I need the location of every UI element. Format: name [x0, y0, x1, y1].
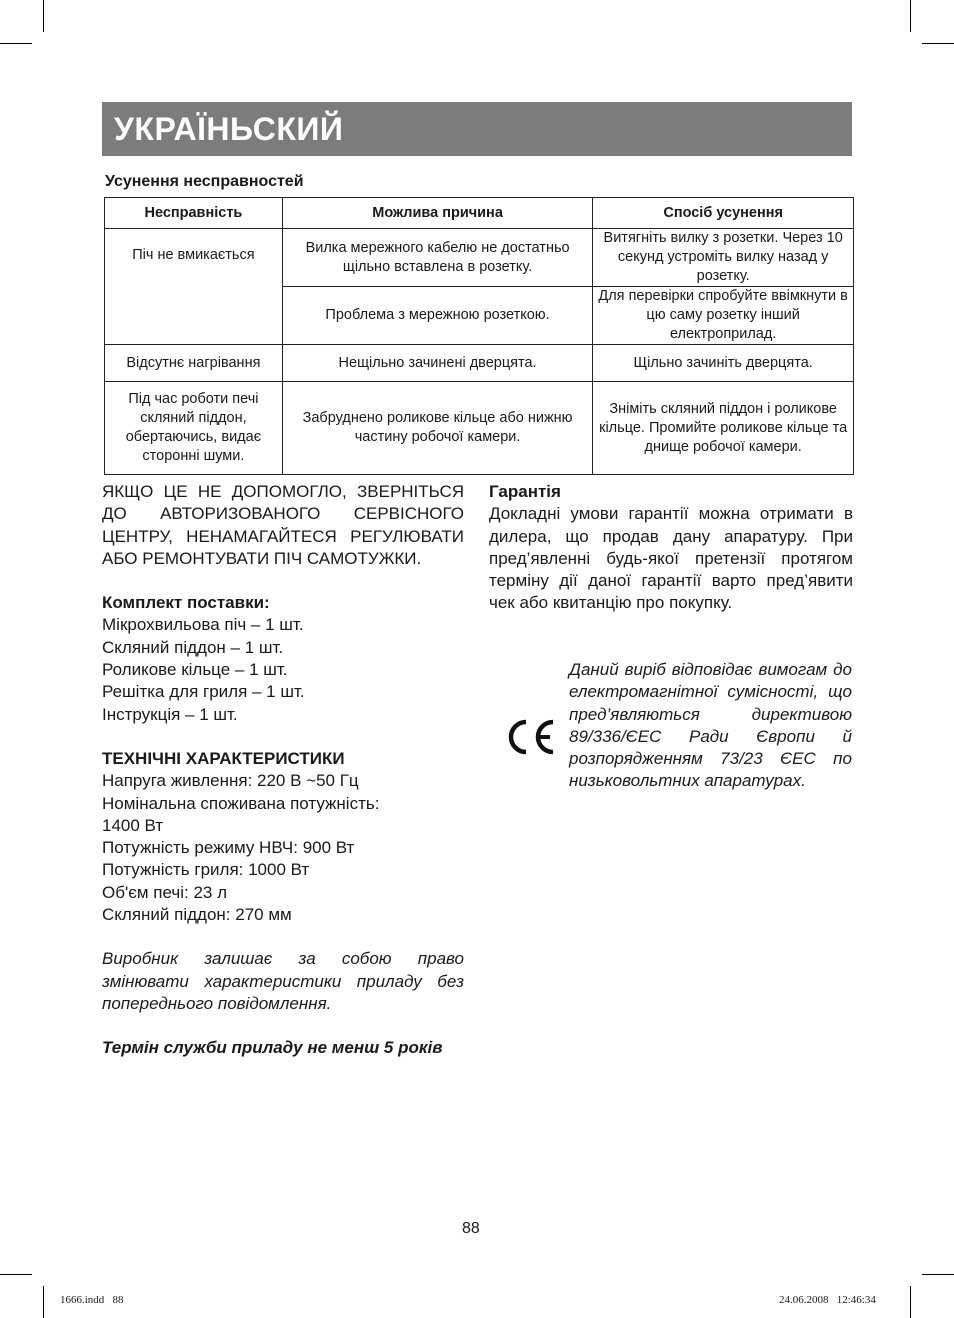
fault-cell: Під час роботи печі скляний піддон, обертаючись, видає сторонні шуми.	[105, 382, 283, 475]
solution-cell: Для перевірки спробуйте ввімкнути в цю саму розетку інший електроприлад.	[593, 287, 854, 345]
column-header: Спосіб усунення	[593, 198, 854, 229]
solution-cell: Витягніть вилку з розетки. Через 10 секунд устроміть вилку назад у розетку.	[593, 229, 854, 287]
troubleshooting-title: Усунення несправностей	[105, 173, 304, 190]
cause-cell: Забруднено роликове кільце або нижню частину робочої камери.	[282, 382, 592, 475]
table-row	[105, 229, 854, 287]
column-header: Несправність	[105, 198, 283, 229]
specs-title: ТЕХНІЧНІ ХАРАКТЕРИСТИКИ	[102, 748, 345, 768]
spec-line: 1400 Вт	[102, 815, 164, 835]
spec-line: Скляний піддон: 270 мм	[102, 905, 292, 925]
cause-cell: Проблема з мережною розеткою.	[282, 287, 592, 345]
troubleshooting-table	[104, 197, 854, 475]
right-column	[489, 481, 853, 615]
crop-mark	[910, 1286, 911, 1318]
crop-mark	[0, 43, 32, 44]
spec-line: Потужність гриля: 1000 Вт	[102, 860, 310, 880]
spec-line: Номінальна споживана потужність:	[102, 793, 380, 813]
list-item: Мікрохвильова піч – 1 шт.	[102, 615, 304, 635]
fault-cell: Піч не вмикається	[105, 229, 283, 345]
solution-cell: Щільно зачиніть дверцята.	[593, 345, 854, 382]
manufacturer-note: Виробник залишає за собою право змінювати характеристики приладу без попереднього повідомлення.	[102, 949, 464, 1013]
crop-mark	[43, 1286, 44, 1318]
page-title: УКРАЇНЬСКИЙ	[114, 111, 344, 147]
package-title: Комплект поставки:	[102, 593, 270, 613]
table-header-row	[105, 198, 854, 229]
warranty-title: Гарантія	[489, 482, 561, 501]
cause-cell: Нещільно зачинені дверцята.	[282, 345, 592, 382]
table-row	[105, 382, 854, 475]
list-item: Решітка для гриля – 1 шт.	[102, 682, 305, 702]
page-number: 88	[462, 1220, 480, 1237]
list-item: Скляний піддон – 1 шт.	[102, 637, 284, 657]
crop-mark	[922, 1274, 954, 1275]
fault-cell: Відсутнє нагрівання	[105, 345, 283, 382]
footer-timestamp: 24.06.2008 12:46:34	[779, 1294, 876, 1306]
left-column	[102, 481, 464, 1060]
column-header: Можлива причина	[282, 198, 592, 229]
list-item: Інструкція – 1 шт.	[102, 704, 238, 724]
solution-cell: Зніміть скляний піддон і роликове кільце. Промийте роликове кільце та днище робочої камери.	[593, 382, 854, 475]
crop-mark	[0, 1274, 32, 1275]
service-notice: ЯКЩО ЦЕ НЕ ДОПОМОГЛО, ЗВЕРНІТЬСЯ ДО АВТОРИЗОВАНОГО СЕРВІСНОГО ЦЕНТРУ, НЕНАМАГАЙТЕСЯ РЕГУЛЮВАТИ АБО РЕМОНТУВАТИ ПІЧ САМОТУЖКИ.	[102, 482, 464, 568]
spec-line: Потужність режиму НВЧ: 900 Вт	[102, 838, 355, 858]
list-item: Роликове кільце – 1 шт.	[102, 660, 288, 680]
language-banner	[102, 102, 852, 156]
crop-mark	[910, 0, 911, 32]
table-row	[105, 345, 854, 382]
cause-cell: Вилка мережного кабелю не достатньо щільно вставлена в розетку.	[282, 229, 592, 287]
ce-compliance-text: Даний виріб відповідає вимогам до електромагнітної сумісності, що пред’являються директивою 89/336/ЄЕС Ради Європи й розпорядженням 73/23 ЄЕС по низьковольтних апаратурах.	[569, 660, 852, 791]
crop-mark	[43, 0, 44, 32]
footer-file: 1666.indd 88	[60, 1294, 124, 1306]
warranty-text: Докладні умови гарантії можна отримати в дилера, що продав дану апаратуру. При пред’явленні будь-якої претензії протягом терміну дії даної гарантії варто пред’явити чек або квитанцію про покупку.	[489, 504, 853, 613]
spec-line: Напруга живлення: 220 В ~50 Гц	[102, 771, 359, 791]
ce-mark-icon	[504, 716, 556, 758]
spec-line: Об'єм печі: 23 л	[102, 882, 228, 902]
service-life: Термін служби приладу не менш 5 років	[102, 1038, 443, 1058]
crop-mark	[922, 43, 954, 44]
